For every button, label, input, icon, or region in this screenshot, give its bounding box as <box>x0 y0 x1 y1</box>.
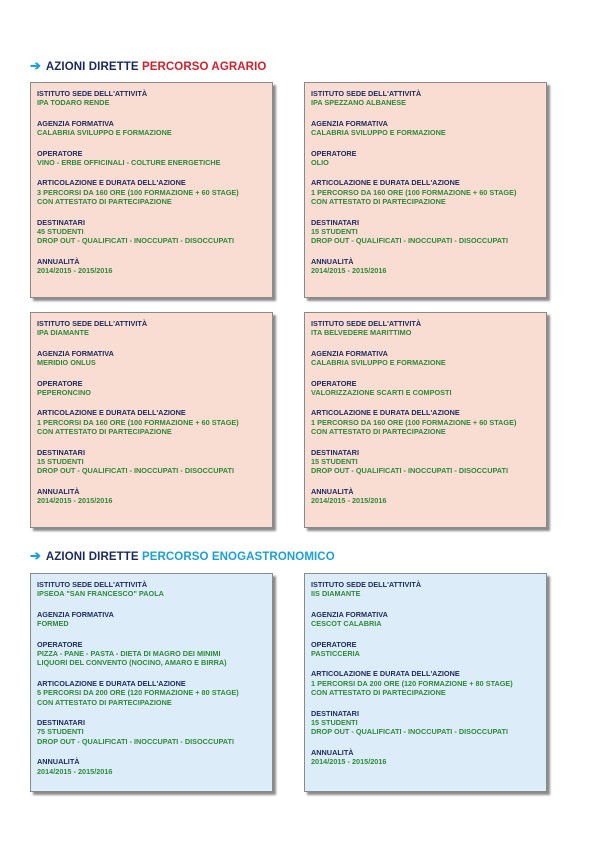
annualita-label: ANNUALITÀ <box>37 256 80 266</box>
destinatari-value: 15 STUDENTI <box>311 718 358 728</box>
destinatari-block <box>37 448 266 476</box>
operatore-value: PEPERONCINO <box>37 388 91 398</box>
articolazione-value: 1 PERCORSI DA 200 ORE (120 FORMAZIONE + 80 STAGE) <box>311 678 513 688</box>
annualita-block <box>311 487 540 506</box>
istituto-block <box>37 319 266 338</box>
annualita-value: 2014/2015 - 2015/2016 <box>37 766 113 776</box>
destinatari-block <box>37 218 266 246</box>
articolazione-value: 1 PERCORSI DA 160 ORE (100 FORMAZIONE + 60 STAGE) <box>37 417 239 427</box>
istituto-block <box>311 580 540 599</box>
operatore-label: OPERATORE <box>37 148 83 158</box>
annualita-label: ANNUALITÀ <box>37 486 80 496</box>
articolazione-value: 1 PERCORSO DA 160 ORE (100 FORMAZIONE + 60 STAGE) <box>311 187 517 197</box>
operatore-value: OLIO <box>311 158 329 168</box>
destinatari-value: 45 STUDENTI <box>37 227 84 237</box>
annualita-value: 2014/2015 - 2015/2016 <box>37 266 113 276</box>
destinatari-value: 15 STUDENTI <box>311 227 358 237</box>
operatore-block <box>311 149 540 168</box>
agenzia-value: CESCOT CALABRIA <box>311 619 382 629</box>
agenzia-label: AGENZIA FORMATIVA <box>311 118 388 128</box>
destinatari-value: 75 STUDENTI <box>37 727 84 737</box>
istituto-label: ISTITUTO SEDE DELL'ATTIVITÀ <box>311 580 422 589</box>
articolazione-value: CON ATTESTATO DI PARTECIPAZIONE <box>311 197 446 207</box>
operatore-value: LIQUORI DEL CONVENTO (NOCINO, AMARO E BIRRA) <box>37 658 227 668</box>
agenzia-value: CALABRIA SVILUPPO E FORMAZIONE <box>37 128 172 138</box>
agenzia-block <box>37 349 266 368</box>
operatore-block <box>37 149 266 168</box>
destinatari-block <box>311 448 540 476</box>
istituto-value: IPSEOA "SAN FRANCESCO" PAOLA <box>37 589 164 599</box>
istituto-value: IPA SPEZZANO ALBANESE <box>311 98 407 108</box>
articolazione-value: CON ATTESTATO DI PARTECIPAZIONE <box>37 197 172 207</box>
destinatari-label: DESTINATARI <box>311 217 359 227</box>
articolazione-value: 3 PERCORSI DA 160 ORE (100 FORMAZIONE + 60 STAGE) <box>37 187 239 197</box>
annualita-block <box>311 748 540 767</box>
istituto-block <box>37 89 266 108</box>
destinatari-block <box>311 709 540 737</box>
istituto-block <box>311 319 540 338</box>
destinatari-value: 15 STUDENTI <box>311 457 358 467</box>
annualita-block <box>311 257 540 276</box>
istituto-value: ITA BELVEDERE MARITTIMO <box>311 328 412 338</box>
istituto-label: ISTITUTO SEDE DELL'ATTIVITÀ <box>37 89 148 98</box>
istituto-value: IIS DIAMANTE <box>311 589 361 599</box>
articolazione-label: ARTICOLAZIONE E DURATA DELL'AZIONE <box>311 178 460 188</box>
operatore-value: VALORIZZAZIONE SCARTI E COMPOSTI <box>311 388 452 398</box>
card-ita-belvedere-marittimo <box>304 312 547 528</box>
card-ipseoa-san-francesco-paola <box>30 573 273 792</box>
agenzia-label: AGENZIA FORMATIVA <box>311 348 388 358</box>
istituto-label: ISTITUTO SEDE DELL'ATTIVITÀ <box>311 89 422 98</box>
articolazione-value: 5 PERCORSI DA 200 ORE (120 FORMAZIONE + 80 STAGE) <box>37 688 239 698</box>
section-title-agrario <box>30 58 266 74</box>
annualita-label: ANNUALITÀ <box>311 747 354 757</box>
agenzia-label: AGENZIA FORMATIVA <box>37 118 114 128</box>
articolazione-block <box>37 408 266 436</box>
agenzia-label: AGENZIA FORMATIVA <box>37 348 114 358</box>
articolazione-label: ARTICOLAZIONE E DURATA DELL'AZIONE <box>311 408 460 418</box>
istituto-label: ISTITUTO SEDE DELL'ATTIVITÀ <box>37 319 148 328</box>
agenzia-label: AGENZIA FORMATIVA <box>311 609 388 619</box>
destinatari-block <box>311 218 540 246</box>
destinatari-label: DESTINATARI <box>37 718 85 728</box>
istituto-label: ISTITUTO SEDE DELL'ATTIVITÀ <box>37 580 148 589</box>
agenzia-value: FORMED <box>37 619 69 629</box>
operatore-value: PASTICCERIA <box>311 649 360 659</box>
operatore-block <box>37 640 266 668</box>
articolazione-value: CON ATTESTATO DI PARTECIPAZIONE <box>311 688 446 698</box>
section-title-enogastronomico <box>30 548 335 564</box>
card-iis-diamante <box>304 573 547 792</box>
agenzia-block <box>311 349 540 368</box>
operatore-block <box>311 379 540 398</box>
section-title-accent: PERCORSO ENOGASTRONOMICO <box>141 551 335 563</box>
destinatari-value: DROP OUT - QUALIFICATI - INOCCUPATI - DISOCCUPATI <box>311 466 509 476</box>
agenzia-value: MERIDIO ONLUS <box>37 358 96 368</box>
articolazione-label: ARTICOLAZIONE E DURATA DELL'AZIONE <box>311 669 460 679</box>
card-ipa-spezzano-albanese <box>304 82 547 298</box>
operatore-label: OPERATORE <box>37 378 83 388</box>
destinatari-value: 15 STUDENTI <box>37 457 84 467</box>
destinatari-block <box>37 718 266 746</box>
articolazione-value: CON ATTESTATO DI PARTECIPAZIONE <box>311 427 446 437</box>
destinatari-value: DROP OUT - QUALIFICATI - INOCCUPATI - DISOCCUPATI <box>37 236 235 246</box>
istituto-label: ISTITUTO SEDE DELL'ATTIVITÀ <box>311 319 422 328</box>
articolazione-block <box>37 178 266 206</box>
articolazione-label: ARTICOLAZIONE E DURATA DELL'AZIONE <box>37 408 186 418</box>
istituto-block <box>37 580 266 599</box>
annualita-value: 2014/2015 - 2015/2016 <box>311 757 387 767</box>
agenzia-label: AGENZIA FORMATIVA <box>37 609 114 619</box>
agenzia-value: CALABRIA SVILUPPO E FORMAZIONE <box>311 358 446 368</box>
articolazione-block <box>311 178 540 206</box>
articolazione-block <box>311 408 540 436</box>
agenzia-block <box>37 610 266 629</box>
articolazione-block <box>37 679 266 707</box>
operatore-label: OPERATORE <box>311 378 357 388</box>
arrow-right-icon: ➔ <box>30 58 41 73</box>
destinatari-value: DROP OUT - QUALIFICATI - INOCCUPATI - DISOCCUPATI <box>311 727 509 737</box>
operatore-label: OPERATORE <box>311 148 357 158</box>
operatore-value: VINO - ERBE OFFICINALI - COLTURE ENERGETICHE <box>37 158 221 168</box>
destinatari-label: DESTINATARI <box>311 447 359 457</box>
destinatari-label: DESTINATARI <box>311 708 359 718</box>
annualita-label: ANNUALITÀ <box>311 256 354 266</box>
istituto-value: IPA DIAMANTE <box>37 328 89 338</box>
destinatari-value: DROP OUT - QUALIFICATI - INOCCUPATI - DISOCCUPATI <box>37 736 235 746</box>
istituto-block <box>311 89 540 108</box>
articolazione-value: CON ATTESTATO DI PARTECIPAZIONE <box>37 427 172 437</box>
annualita-label: ANNUALITÀ <box>37 757 80 767</box>
articolazione-block <box>311 669 540 697</box>
articolazione-value: 1 PERCORSO DA 160 ORE (100 FORMAZIONE + 60 STAGE) <box>311 417 517 427</box>
section-title-prefix: AZIONI DIRETTE <box>45 61 139 73</box>
destinatari-label: DESTINATARI <box>37 217 85 227</box>
operatore-block <box>37 379 266 398</box>
annualita-value: 2014/2015 - 2015/2016 <box>311 496 387 506</box>
annualita-block <box>37 487 266 506</box>
destinatari-value: DROP OUT - QUALIFICATI - INOCCUPATI - DISOCCUPATI <box>311 236 509 246</box>
articolazione-value: CON ATTESTATO DI PARTECIPAZIONE <box>37 697 172 707</box>
agenzia-block <box>311 610 540 629</box>
annualita-value: 2014/2015 - 2015/2016 <box>311 266 387 276</box>
destinatari-value: DROP OUT - QUALIFICATI - INOCCUPATI - DISOCCUPATI <box>37 466 235 476</box>
card-ipa-todaro-rende <box>30 82 273 298</box>
agenzia-block <box>311 119 540 138</box>
annualita-value: 2014/2015 - 2015/2016 <box>37 496 113 506</box>
destinatari-label: DESTINATARI <box>37 447 85 457</box>
annualita-block <box>37 757 266 776</box>
agenzia-value: CALABRIA SVILUPPO E FORMAZIONE <box>311 128 446 138</box>
section-title-prefix: AZIONI DIRETTE <box>45 551 139 563</box>
operatore-value: PIZZA - PANE - PASTA - DIETA DI MAGRO DEI MINIMI <box>37 649 221 659</box>
section-title-accent: PERCORSO AGRARIO <box>141 61 267 73</box>
istituto-value: IPA TODARO RENDE <box>37 98 110 108</box>
annualita-block <box>37 257 266 276</box>
operatore-block <box>311 640 540 659</box>
articolazione-label: ARTICOLAZIONE E DURATA DELL'AZIONE <box>37 178 186 188</box>
articolazione-label: ARTICOLAZIONE E DURATA DELL'AZIONE <box>37 678 186 688</box>
agenzia-block <box>37 119 266 138</box>
operatore-label: OPERATORE <box>311 639 357 649</box>
operatore-label: OPERATORE <box>37 639 83 649</box>
arrow-right-icon: ➔ <box>30 548 41 563</box>
card-ipa-diamante <box>30 312 273 528</box>
annualita-label: ANNUALITÀ <box>311 486 354 496</box>
